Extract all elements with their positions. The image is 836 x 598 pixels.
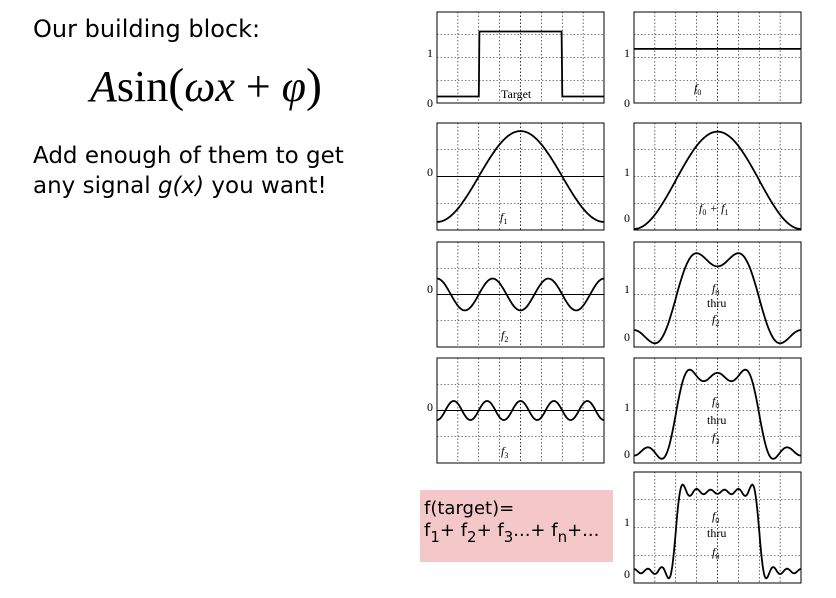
- svg-text:0: 0: [624, 567, 630, 581]
- panel-f0-thru-f2: [624, 242, 801, 347]
- svg-text:1: 1: [624, 282, 630, 296]
- sine-formula: Asin(ωx + φ): [90, 59, 322, 112]
- svg-text:0: 0: [427, 282, 433, 296]
- label-f1: $f_1$: [500, 210, 508, 226]
- panel-f1: [427, 123, 604, 230]
- formula-plus: +: [245, 62, 271, 111]
- description: Add enough of them to get any signal g(x) you want!: [33, 143, 344, 199]
- panel-f3: [427, 358, 604, 463]
- label-f0: $f_0$: [694, 81, 702, 97]
- label-thru3-a: $f_0$: [712, 394, 720, 410]
- svg-text:1: 1: [427, 46, 433, 60]
- panel-f2: [427, 242, 604, 347]
- svg-text:1: 1: [624, 165, 630, 179]
- heading: Our building block:: [33, 15, 261, 43]
- svg-text:0: 0: [624, 211, 630, 225]
- svg-text:1: 1: [624, 46, 630, 60]
- svg-text:0: 0: [427, 96, 433, 110]
- panel-f0-thru-f3: [624, 358, 801, 463]
- panel-target: [427, 12, 604, 110]
- sum-box-line2: $f_1+ f_2+ f_3...+ f_n+$...: [424, 520, 600, 546]
- label-thru6-thru: thru: [707, 526, 727, 540]
- label-target: Target: [501, 87, 532, 101]
- label-f2: $f_2$: [501, 328, 509, 344]
- label-thru2-thru: thru: [707, 296, 727, 310]
- panel-f0-plus-f1: [624, 123, 801, 230]
- formula-amplitude: A: [90, 62, 117, 111]
- svg-text:1: 1: [624, 515, 630, 529]
- label-thru6-a: $f_0$: [712, 509, 720, 525]
- label-f3: $f_3$: [501, 444, 509, 460]
- formula-sin: sin: [116, 62, 169, 111]
- label-f0-plus-f1: $f_0 + f_1$: [699, 201, 729, 217]
- panel-f0-thru-f6: [624, 472, 801, 583]
- g-of-x: g(x): [157, 173, 205, 199]
- label-thru2-a: $f_0$: [712, 281, 720, 297]
- label-thru3-b: $f_3$: [712, 430, 720, 446]
- sum-box-line1: f(target)=: [424, 498, 515, 519]
- panel-f0: [624, 12, 801, 110]
- svg-text:0: 0: [427, 165, 433, 179]
- svg-text:0: 0: [624, 330, 630, 344]
- formula-phi: φ: [281, 62, 307, 111]
- formula-omega: ω: [184, 62, 216, 111]
- svg-text:1: 1: [624, 400, 630, 414]
- label-thru2-b: $f_2$: [712, 312, 720, 328]
- svg-text:0: 0: [427, 400, 433, 414]
- formula-x: x: [215, 62, 235, 111]
- label-thru6-b: $f_6$: [712, 545, 720, 561]
- label-thru3-thru: thru: [707, 413, 727, 427]
- svg-text:0: 0: [624, 96, 630, 110]
- svg-text:0: 0: [624, 447, 630, 461]
